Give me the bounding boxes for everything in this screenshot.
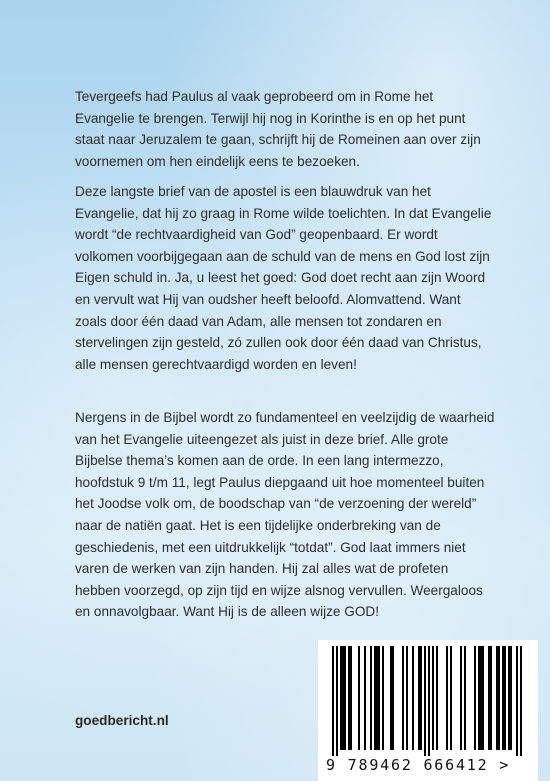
barcode-bar xyxy=(340,646,342,750)
barcode-bar xyxy=(336,646,338,756)
barcode-bar xyxy=(428,646,430,756)
barcode-bar xyxy=(520,646,522,756)
barcode-bar xyxy=(474,646,476,750)
barcode-bar xyxy=(516,646,518,756)
barcode-bar xyxy=(424,646,426,756)
barcode-bar xyxy=(450,646,452,750)
barcode-bar xyxy=(482,646,484,750)
barcode-bar xyxy=(498,646,500,750)
barcode-bar xyxy=(364,646,366,750)
blurb-paragraph-1: Tevergeefs had Paulus al vaak geprobeerd om in Rome het Evangelie te brengen. Terwijl hij nog in Korinthe is en op het punt staat naar Jeruzalem te gaan, schrijft hij de Romeinen aan over zijn voornemen om hen eindelijk eens te bezoeken. xyxy=(75,89,481,169)
barcode-bar xyxy=(374,646,376,750)
barcode-digits: 9 789462 666412 > xyxy=(326,756,511,774)
barcode-bar xyxy=(464,646,466,750)
barcode-bar xyxy=(418,646,420,750)
barcode-bar xyxy=(344,646,346,750)
barcode-bar xyxy=(496,646,498,750)
barcode-bar xyxy=(358,646,360,750)
barcode-bar xyxy=(510,646,512,750)
isbn-barcode xyxy=(318,640,538,781)
barcode-bar xyxy=(412,646,414,750)
barcode-bar xyxy=(378,646,380,750)
barcode-bar xyxy=(382,646,384,750)
publisher-website: goedbericht.nl xyxy=(75,713,169,728)
barcode-bar xyxy=(348,646,350,750)
blurb-paragraph-2: Deze langste brief van de apostel is een blauwdruk van het Evangelie, dat hij zo graag in Rome wilde toelichten. In dat Evangelie wordt “de rechtvaardigheid van God” geopenbaard. Er wordt volkomen voorbijgegaan aan de schuld van de mens en God lost zijn Eigen schuld in. Ja, u leest het goed: God doet recht aan zijn Woord en vervult wat Hij van oudsher heeft beloofd. Alomvattend. Want zoals door één daad van Adam, alle mensen tot zondaren en stervelingen zijn gesteld, zó zullen ook door één daad van Christus, alle mensen gerechtvaardigd worden en leven! xyxy=(75,184,492,372)
barcode-bar xyxy=(420,646,422,750)
barcode-bar xyxy=(508,646,510,750)
barcode-bar xyxy=(390,646,392,750)
barcode-bar xyxy=(376,646,378,750)
barcode-bar xyxy=(332,646,334,756)
barcode-bar xyxy=(478,646,480,750)
barcode-bar xyxy=(490,646,492,750)
blurb-paragraph-3: Nergens in de Bijbel wordt zo fundamenteel en veelzijdig de waarheid van het Evangelie uiteengezet als juist in deze brief. Alle grote Bijbelse thema’s komen aan de orde. In een lang intermezzo, hoofdstuk 9 t/m 11, legt Paulus diepgaand uit hoe momenteel buiten het Joodse volk om, de boodschap van “de verzoening der wereld” naar de natiën gaat. Het is een tijdelijke onderbreking van de geschiedenis, met een uitdrukkelijk “totdat”. God laat immers niet varen de werken van zijn handen. Hij zal alles wat de profeten hebben voorzegd, op zijn tijd en wijze alsnog vervullen. Weergaloos en onnavolgbaar. Want Hij is de alleen wijze GOD! xyxy=(75,410,495,620)
barcode-bar xyxy=(504,646,506,750)
barcode-bar xyxy=(350,646,352,750)
barcode-bar xyxy=(432,646,434,750)
barcode-bar xyxy=(370,646,372,750)
barcode-bar xyxy=(480,646,482,750)
barcode-bar xyxy=(402,646,404,750)
barcode-bar xyxy=(436,646,438,750)
barcode-bar xyxy=(502,646,504,750)
barcode-bar xyxy=(460,646,462,750)
barcode-bar xyxy=(342,646,344,750)
barcode-bar xyxy=(392,646,394,750)
barcode-bar xyxy=(406,646,408,750)
barcode-bar xyxy=(488,646,490,750)
barcode-bar xyxy=(446,646,448,750)
